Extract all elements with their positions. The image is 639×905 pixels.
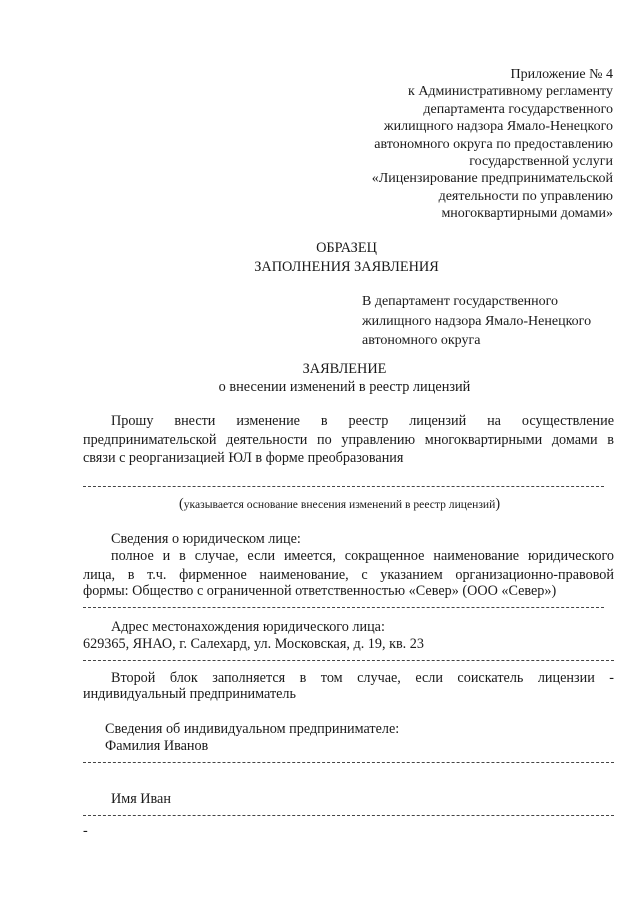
sample-subtitle: ЗАПОЛНЕНИЯ ЗАЯВЛЕНИЯ — [254, 259, 439, 275]
basis-hint: (указывается основание внесения изменений в реестр лицензий) — [179, 496, 501, 512]
fill-line — [83, 660, 614, 661]
request-line-1: Прошу внести изменение в реестр лицензий на осуществление — [111, 413, 614, 429]
appendix-line: жилищного надзора Ямало-Ненецкого — [383, 119, 613, 135]
legal-entity-name-line-3: формы: Общество с ограниченной ответственностью «Север» (ООО «Север») — [83, 583, 557, 599]
appendix-line: «Лицензирование предпринимательской — [371, 171, 613, 187]
legal-entity-name-line-1: полное и в случае, если имеется, сокращенное наименование юридического — [111, 548, 614, 564]
appendix-line: деятельности по управлению — [438, 188, 613, 204]
addressee-line: В департамент государственного — [362, 294, 559, 309]
legal-entity-heading: Сведения о юридическом лице: — [111, 531, 301, 547]
addressee-line: автономного округа — [362, 333, 481, 349]
entrepreneur-name: Имя Иван — [111, 791, 171, 807]
addressee-block — [362, 292, 591, 351]
appendix-line: к Административному регламенту — [408, 84, 613, 100]
entrepreneur-surname: Фамилия Иванов — [105, 738, 209, 754]
trailing-dash: - — [83, 823, 88, 839]
appendix-line: департамента государственного — [423, 101, 613, 117]
legal-entity-name-line-2: лица, в т.ч. фирменное наименование, с указанием организационно-правовой — [83, 567, 614, 583]
fill-line — [83, 607, 604, 608]
appendix-line: государственной услуги — [469, 154, 613, 170]
sample-title: ОБРАЗЕЦ — [316, 240, 377, 256]
entrepreneur-heading: Сведения об индивидуальном предпринимателе: — [105, 721, 400, 737]
appendix-block — [283, 66, 613, 223]
statement-subtitle: о внесении изменений в реестр лицензий — [218, 379, 471, 395]
fill-line — [83, 486, 604, 487]
fill-line — [83, 815, 614, 816]
address-value: 629365, ЯНАО, г. Салехард, ул. Московская, д. 19, кв. 23 — [83, 636, 424, 652]
addressee-line: жилищного надзора Ямало-Ненецкого — [362, 313, 592, 329]
second-block-line-1: Второй блок заполняется в том случае, если соискатель лицензии - — [111, 670, 614, 686]
request-line-2: предпринимательской деятельности по управлению многоквартирными домами в — [83, 432, 614, 448]
fill-line — [83, 762, 614, 763]
request-line-3: связи с реорганизацией ЮЛ в форме преобразования — [83, 450, 404, 466]
appendix-line: автономного округа по предоставлению — [374, 136, 613, 152]
statement-title: ЗАЯВЛЕНИЕ — [302, 361, 387, 377]
appendix-line: Приложение № 4 — [510, 67, 613, 82]
address-label: Адрес местонахождения юридического лица: — [111, 619, 385, 635]
appendix-line: многоквартирными домами» — [441, 206, 613, 222]
second-block-line-2: индивидуальный предприниматель — [83, 686, 296, 702]
